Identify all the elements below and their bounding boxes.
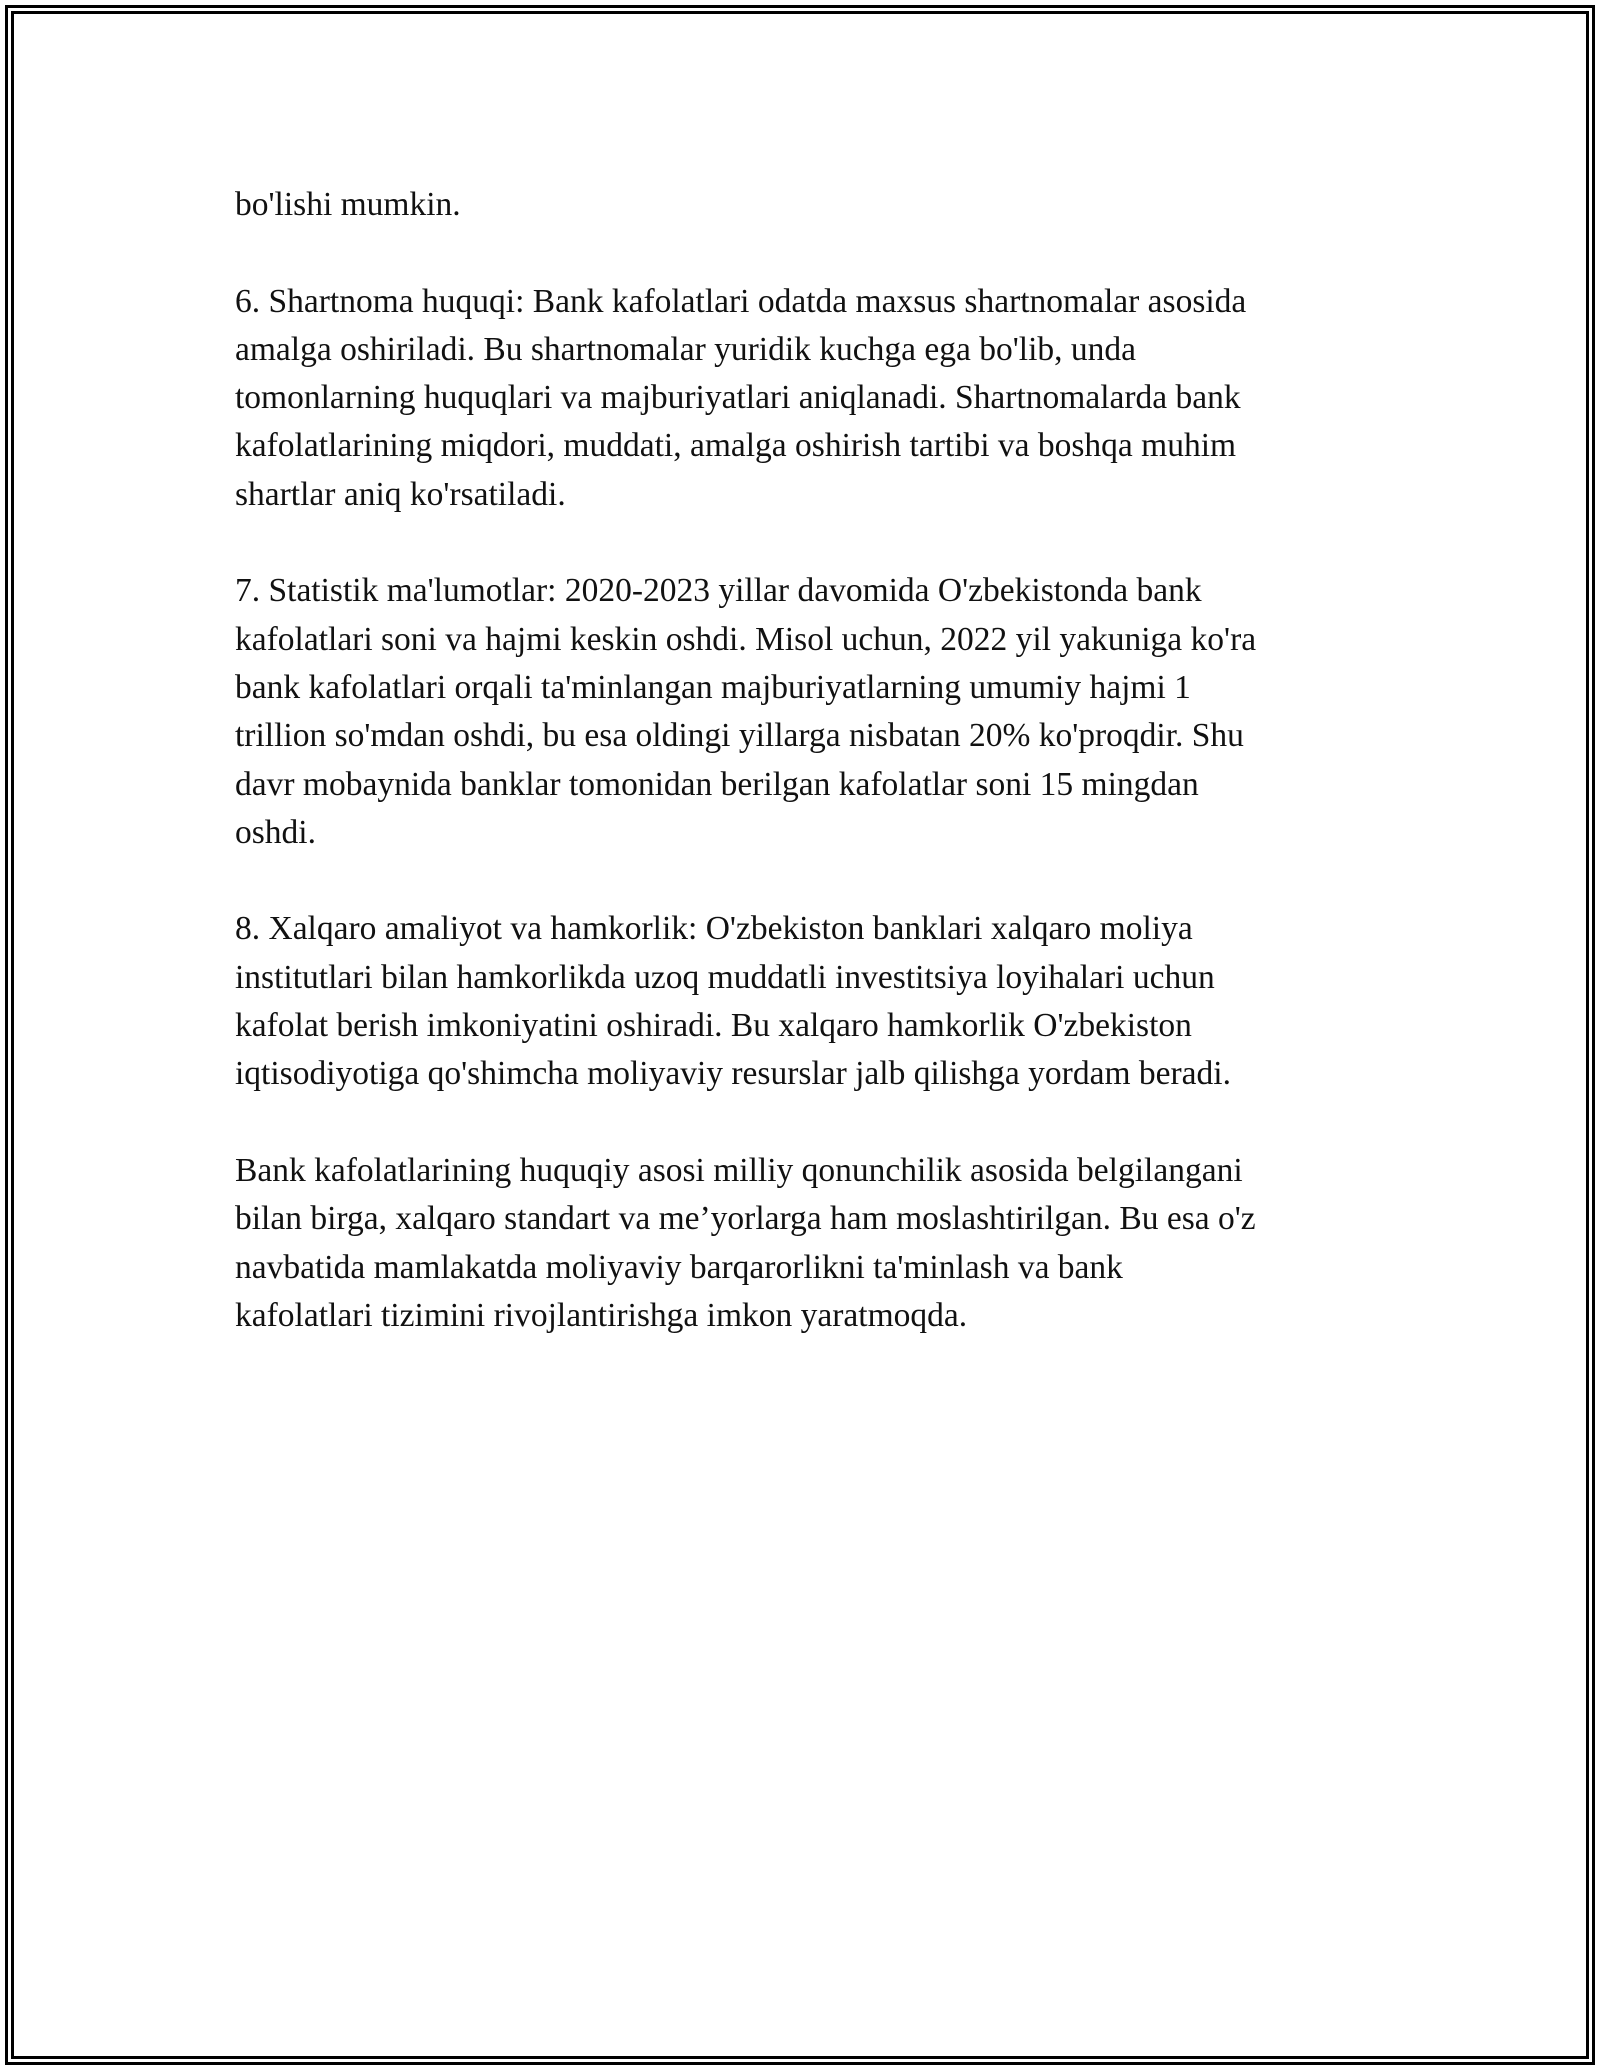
text-line: shartlar aniq ko'rsatiladi. [235,475,566,513]
paragraph-conclusion [235,1147,1385,1340]
text-line: kafolatlarining miqdori, muddati, amalga oshirish tartibi va boshqa muhim [235,427,1237,465]
text-line: Bank kafolatlarining huquqiy asosi milliy qonunchilik asosida belgilangani [235,1151,1243,1189]
text-line: davr mobaynida banklar tomonidan berilgan kafolatlar soni 15 mingdan [235,765,1199,803]
text-line: 6. Shartnoma huquqi: Bank kafolatlari odatda maxsus shartnomalar asosida [235,282,1247,320]
paragraph-continuation [235,181,1385,229]
text-line: bo'lishi mumkin. [235,186,461,223]
document-body [235,181,1385,1388]
text-line: amalga oshiriladi. Bu shartnomalar yuridik kuchga ega bo'lib, unda [235,330,1136,368]
text-line: navbatida mamlakatda moliyaviy barqarorlikni ta'minlash va bank [235,1248,1123,1286]
paragraph-6-contract-law [235,278,1385,519]
text-line: institutlari bilan hamkorlikda uzoq muddatli investitsiya loyihalari uchun [235,958,1215,996]
text-line: tomonlarning huquqlari va majburiyatlari aniqlanadi. Shartnomalarda bank [235,379,1241,417]
text-line: iqtisodiyotiga qo'shimcha moliyaviy resurslar jalb qilishga yordam beradi. [235,1055,1231,1093]
text-line: trillion so'mdan oshdi, bu esa oldingi yillarga nisbatan 20% ko'proqdir. Shu [235,717,1244,755]
text-line: kafolatlari tizimini rivojlantirishga imkon yaratmoqda. [235,1296,968,1334]
text-line: bank kafolatlari orqali ta'minlangan majburiyatlarning umumiy hajmi 1 [235,668,1191,706]
text-line: bilan birga, xalqaro standart va me’yorlarga ham moslashtirilgan. Bu esa o'z [235,1200,1256,1238]
text-line: 8. Xalqaro amaliyot va hamkorlik: O'zbekiston banklari xalqaro moliya [235,910,1193,948]
text-line: kafolat berish imkoniyatini oshiradi. Bu xalqaro hamkorlik O'zbekiston [235,1007,1192,1045]
paragraph-7-statistics [235,567,1385,857]
text-line: 7. Statistik ma'lumotlar: 2020-2023 yillar davomida O'zbekistonda bank [235,572,1202,610]
text-line: oshdi. [235,813,316,851]
paragraph-8-international [235,905,1385,1098]
text-line: kafolatlari soni va hajmi keskin oshdi. Misol uchun, 2022 yil yakuniga ko'ra [235,620,1257,658]
